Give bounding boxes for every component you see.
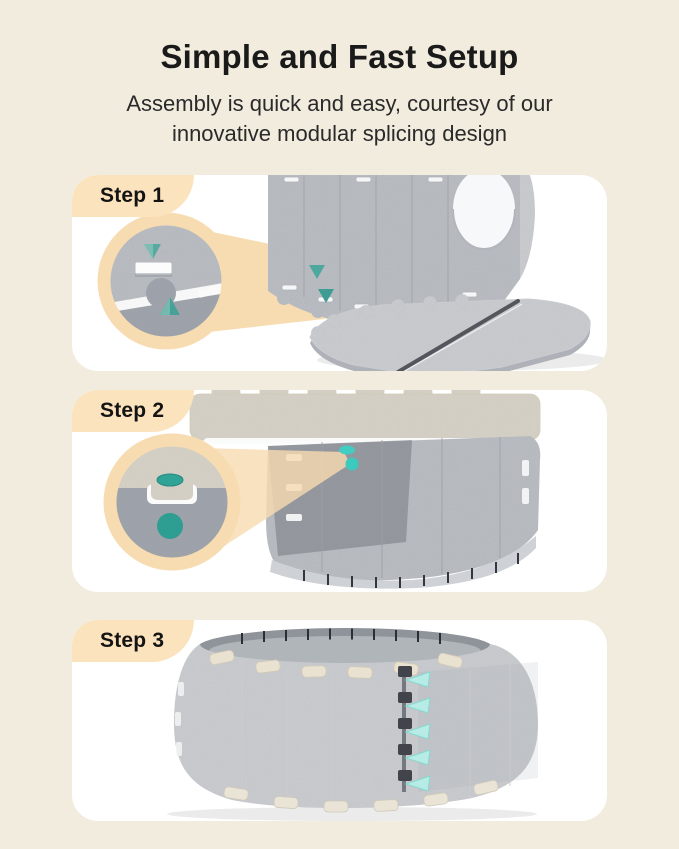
step-3-label: Step 3: [100, 629, 165, 652]
top-rim-piece: [190, 390, 540, 440]
peg-marker-top: [157, 474, 183, 486]
header: [0, 0, 679, 149]
step-1-card: [72, 175, 607, 371]
step-2-card: [72, 390, 607, 592]
magnifier-circle: [104, 219, 228, 343]
subtitle-line-1: Assembly is quick and easy, courtesy of our: [126, 91, 553, 116]
subtitle-line-2: innovative modular splicing design: [171, 121, 508, 146]
page-title: Simple and Fast Setup: [160, 38, 519, 75]
step-3-photo: [167, 628, 538, 821]
magnifier-circle: [110, 440, 234, 564]
step-3-card: [72, 620, 607, 821]
step-1-label: Step 1: [100, 184, 165, 207]
step-2-label: Step 2: [100, 399, 165, 422]
page-subtitle: [0, 89, 679, 149]
align-dot-bottom: [346, 458, 359, 471]
align-dot-top: [339, 446, 355, 455]
peg-marker-bottom: [157, 513, 183, 539]
step-1-photo: [268, 175, 607, 371]
